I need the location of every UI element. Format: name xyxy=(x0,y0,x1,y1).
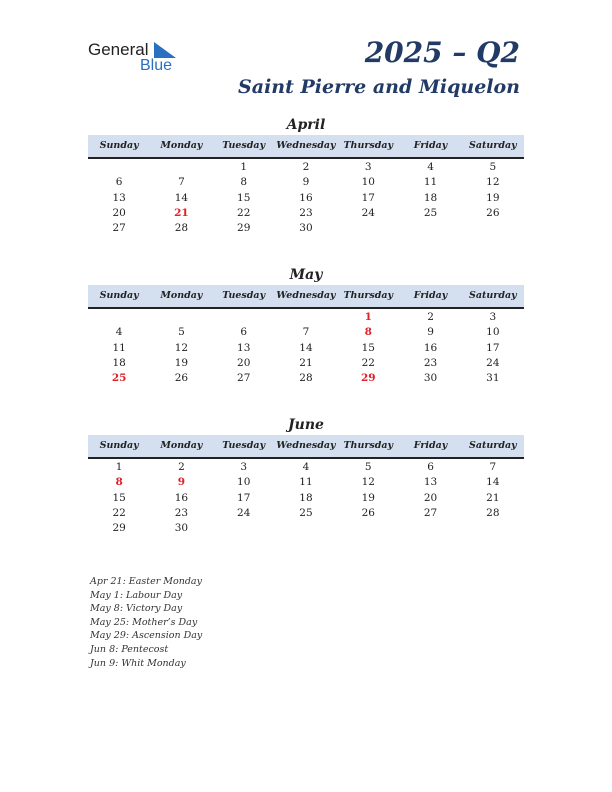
day-cell: 15 xyxy=(237,191,251,204)
weekday-label: Tuesday xyxy=(222,440,266,451)
week-row xyxy=(88,310,524,325)
month-name: April xyxy=(286,117,326,133)
day-cell: 22 xyxy=(237,206,251,219)
day-cell: 22 xyxy=(361,356,375,369)
day-cell: 24 xyxy=(237,506,251,519)
day-cell: 29 xyxy=(112,522,126,535)
month-june xyxy=(88,415,524,536)
day-cell xyxy=(88,310,150,325)
month-april xyxy=(88,115,524,236)
day-cell: 23 xyxy=(423,356,438,369)
holiday-note: Jun 9: Whit Monday xyxy=(90,657,186,669)
day-cell: 2 xyxy=(302,161,310,173)
page-subtitle: Saint Pierre and Miquelon xyxy=(238,76,520,98)
day-cell: 16 xyxy=(423,341,438,354)
week-row xyxy=(88,356,524,371)
day-cell: 2 xyxy=(427,311,434,323)
day-cell: 10 xyxy=(237,476,251,489)
day-cell: 5 xyxy=(364,461,372,473)
weekday-header xyxy=(88,435,524,459)
logo-general-text: General xyxy=(88,40,149,59)
weekday-label: Sunday xyxy=(99,290,139,301)
day-cell: 13 xyxy=(423,476,438,489)
day-cell: 14 xyxy=(299,341,313,354)
day-cell: 27 xyxy=(423,506,438,519)
day-cell: 20 xyxy=(237,356,251,369)
week-row xyxy=(88,521,524,536)
logo-triangle-icon xyxy=(154,42,176,58)
day-cell: 11 xyxy=(423,176,438,189)
weekday-label: Saturday xyxy=(469,290,517,301)
day-cell xyxy=(275,310,337,325)
day-cell: 30 xyxy=(423,372,438,385)
week-row xyxy=(88,206,524,221)
day-cell: 23 xyxy=(174,506,189,519)
day-cell xyxy=(399,521,461,536)
day-cell: 18 xyxy=(423,191,438,204)
day-cell: 5 xyxy=(489,161,497,173)
day-cell: 19 xyxy=(361,491,375,504)
day-cell: 28 xyxy=(174,222,189,235)
day-cell: 29 xyxy=(360,372,376,385)
day-cell: 7 xyxy=(178,176,185,189)
day-cell: 9 xyxy=(177,476,186,489)
week-row xyxy=(88,191,524,206)
day-cell: 18 xyxy=(112,356,126,369)
weekday-label: Saturday xyxy=(469,140,517,151)
day-cell: 12 xyxy=(361,476,375,489)
day-cell xyxy=(275,521,337,536)
day-cell: 26 xyxy=(486,206,500,219)
weekday-label: Sunday xyxy=(99,140,139,151)
day-cell: 8 xyxy=(364,326,372,339)
day-cell: 5 xyxy=(178,326,185,339)
week-row xyxy=(88,506,524,521)
day-cell: 22 xyxy=(112,506,126,519)
day-cell: 9 xyxy=(302,176,310,189)
day-cell: 24 xyxy=(361,206,375,219)
day-cell xyxy=(213,310,275,325)
logo-blue-text: Blue xyxy=(140,57,173,74)
day-cell: 28 xyxy=(299,372,313,385)
day-cell: 30 xyxy=(299,222,313,235)
week-row xyxy=(88,341,524,356)
week-row xyxy=(88,325,524,340)
day-cell: 28 xyxy=(486,506,500,519)
day-cell: 12 xyxy=(486,176,500,189)
week-row xyxy=(88,475,524,490)
weekday-label: Monday xyxy=(160,290,203,301)
day-cell: 11 xyxy=(112,341,126,354)
day-cell: 21 xyxy=(299,356,313,369)
day-cell: 25 xyxy=(423,206,438,219)
weekday-label: Thursday xyxy=(343,290,394,301)
weekday-label: Thursday xyxy=(343,440,394,451)
day-cell: 3 xyxy=(240,461,248,473)
month-name: May xyxy=(289,267,323,283)
day-cell: 15 xyxy=(112,491,126,504)
holiday-note: Jun 8: Pentecost xyxy=(90,643,169,655)
day-cell: 8 xyxy=(240,176,248,189)
weekday-label: Wednesday xyxy=(276,140,336,151)
day-cell: 6 xyxy=(427,461,434,473)
day-cell: 31 xyxy=(486,372,500,385)
holiday-note: May 8: Victory Day xyxy=(90,603,183,615)
day-cell: 12 xyxy=(174,341,189,354)
day-cell: 27 xyxy=(237,372,251,385)
weekday-label: Wednesday xyxy=(276,440,336,451)
weekday-header xyxy=(88,285,524,309)
holiday-note: May 25: Mother’s Day xyxy=(90,616,198,628)
day-cell: 13 xyxy=(237,341,251,354)
day-cell: 6 xyxy=(115,176,123,189)
day-cell: 7 xyxy=(489,461,497,473)
weekday-label: Tuesday xyxy=(222,140,266,151)
day-cell: 19 xyxy=(174,356,189,369)
day-cell: 17 xyxy=(237,491,251,504)
day-cell: 14 xyxy=(486,476,500,489)
weekday-label: Friday xyxy=(413,440,448,451)
day-cell: 24 xyxy=(486,356,500,369)
day-cell xyxy=(337,221,399,236)
weekday-label: Sunday xyxy=(99,440,139,451)
day-cell: 16 xyxy=(299,191,313,204)
day-cell: 2 xyxy=(178,461,185,473)
holiday-note: May 29: Ascension Day xyxy=(90,630,203,642)
weekday-label: Friday xyxy=(413,290,448,301)
day-cell: 19 xyxy=(486,191,500,204)
weekday-label: Monday xyxy=(160,440,203,451)
day-cell: 20 xyxy=(112,206,126,219)
day-cell: 14 xyxy=(174,191,189,204)
weekday-label: Friday xyxy=(413,140,448,151)
day-cell: 27 xyxy=(112,222,126,235)
holiday-note: Apr 21: Easter Monday xyxy=(90,576,202,587)
week-row xyxy=(88,491,524,506)
day-cell: 23 xyxy=(299,206,313,219)
day-cell: 8 xyxy=(115,476,123,489)
week-row xyxy=(88,460,524,475)
day-cell xyxy=(150,310,212,325)
day-cell: 11 xyxy=(299,476,313,489)
day-cell: 3 xyxy=(364,161,372,173)
day-cell: 26 xyxy=(174,372,189,385)
day-cell: 17 xyxy=(486,341,500,354)
weekday-label: Thursday xyxy=(343,140,394,151)
day-cell: 1 xyxy=(115,461,123,473)
day-cell: 10 xyxy=(361,176,375,189)
day-cell: 15 xyxy=(361,341,375,354)
weekday-label: Wednesday xyxy=(276,290,336,301)
day-cell: 20 xyxy=(423,491,438,504)
day-cell: 4 xyxy=(427,161,434,173)
month-may xyxy=(88,265,524,386)
day-cell: 25 xyxy=(111,372,127,385)
logo xyxy=(88,40,188,76)
day-cell xyxy=(337,521,399,536)
day-cell: 10 xyxy=(486,326,500,339)
week-row xyxy=(88,371,524,386)
month-name: June xyxy=(288,417,324,433)
weekday-label: Tuesday xyxy=(222,290,266,301)
day-cell: 6 xyxy=(240,326,248,339)
day-cell xyxy=(462,221,524,236)
day-cell: 18 xyxy=(299,491,313,504)
day-cell: 4 xyxy=(115,326,123,339)
weekday-label: Monday xyxy=(160,140,203,151)
weekday-label: Saturday xyxy=(469,440,517,451)
day-cell: 25 xyxy=(299,506,313,519)
day-cell: 1 xyxy=(364,311,372,323)
holiday-note: May 1: Labour Day xyxy=(90,589,183,601)
day-cell xyxy=(88,160,150,175)
day-cell: 21 xyxy=(486,491,500,504)
day-cell xyxy=(150,160,212,175)
day-cell: 16 xyxy=(174,491,189,504)
day-cell: 17 xyxy=(361,191,375,204)
day-cell xyxy=(399,221,461,236)
day-cell xyxy=(462,521,524,536)
day-cell: 13 xyxy=(112,191,126,204)
day-cell: 4 xyxy=(302,461,310,473)
page-title: 2025 – Q2 xyxy=(364,36,520,69)
day-cell: 1 xyxy=(240,161,248,173)
day-cell: 21 xyxy=(174,206,189,219)
day-cell: 9 xyxy=(427,326,434,339)
day-cell: 7 xyxy=(302,326,310,339)
week-row xyxy=(88,175,524,190)
day-cell: 29 xyxy=(237,222,251,235)
day-cell xyxy=(213,521,275,536)
day-cell: 26 xyxy=(361,506,375,519)
week-row xyxy=(88,160,524,175)
holiday-notes xyxy=(90,575,202,670)
day-cell: 30 xyxy=(174,522,189,535)
weekday-header xyxy=(88,135,524,159)
day-cell: 3 xyxy=(489,311,497,323)
week-row xyxy=(88,221,524,236)
